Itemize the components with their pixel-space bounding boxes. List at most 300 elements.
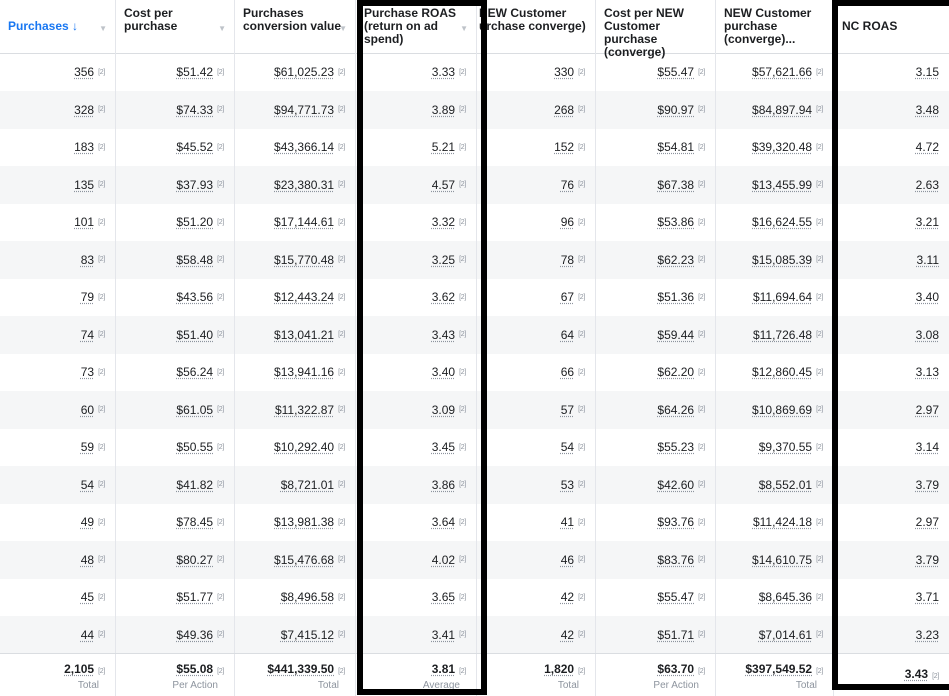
reference-marker: [2] (217, 631, 224, 638)
cell-value[interactable]: $74.33 (176, 102, 214, 117)
cell-value[interactable]: 3.45 (431, 440, 456, 454)
reference-marker: [2] (338, 68, 345, 76)
cell-value[interactable]: 101 (74, 215, 95, 229)
cell-value[interactable]: $14,610.75 (752, 552, 813, 567)
total-cell (596, 654, 716, 696)
reference-marker: [2] (698, 293, 705, 301)
total-value[interactable]: 3.43 (904, 667, 929, 681)
table-cell (596, 616, 716, 654)
cell-value[interactable]: $13,941.16 (274, 365, 335, 379)
cell-value[interactable]: $7,415.12 (280, 627, 335, 642)
total-label: Per Action (653, 679, 699, 691)
cell-value[interactable]: 42 (560, 590, 575, 604)
cell-value[interactable]: $41.82 (176, 477, 214, 492)
cell-value[interactable]: $13,981.38 (274, 515, 335, 529)
reference-marker: [2] (98, 667, 105, 675)
cell-value[interactable]: 3.40 (431, 365, 456, 379)
table-cell (235, 391, 356, 429)
reference-marker: [2] (698, 556, 705, 563)
cell-value[interactable]: 135 (74, 177, 95, 192)
reference-marker: [2] (459, 293, 466, 301)
cell-value[interactable]: $13,041.21 (274, 327, 335, 342)
cell-value[interactable]: $49.36 (176, 627, 214, 642)
cell-value[interactable]: $15,770.48 (274, 252, 335, 267)
table-cell (356, 203, 477, 241)
total-cell (0, 654, 116, 696)
table-cell (0, 128, 116, 166)
cell-value[interactable]: 3.71 (915, 590, 939, 604)
cell-value[interactable]: 152 (554, 140, 575, 154)
table-cell (0, 166, 116, 204)
table-cell (116, 428, 235, 466)
cell-value[interactable]: $55.47 (657, 590, 695, 604)
table-cell (477, 428, 596, 466)
reference-marker: [2] (578, 331, 585, 338)
reference-marker: [2] (459, 481, 466, 488)
reference-marker: [2] (217, 406, 224, 413)
cell-value[interactable]: 4.57 (431, 177, 456, 192)
cell-value[interactable]: $80.27 (176, 552, 214, 567)
table-cell (716, 128, 834, 166)
cell-value[interactable]: $61,025.23 (274, 65, 335, 79)
reference-marker: [2] (98, 481, 105, 488)
table-cell (235, 466, 356, 504)
table-cell (116, 128, 235, 166)
cell-value[interactable]: $67.38 (657, 177, 695, 192)
reference-marker: [2] (217, 518, 224, 526)
cell-value[interactable]: 3.86 (431, 477, 456, 492)
reference-marker: [2] (698, 443, 705, 451)
cell-value[interactable]: $59.44 (657, 327, 695, 342)
total-value[interactable]: 1,820 (544, 661, 575, 676)
cell-value[interactable]: $17,144.61 (274, 215, 335, 229)
reference-marker: [2] (578, 518, 585, 526)
cell-value[interactable]: 54 (560, 440, 575, 454)
reference-marker: [2] (459, 406, 466, 413)
cell-value[interactable]: $11,694.64 (752, 290, 813, 304)
reference-marker: [2] (217, 143, 224, 151)
reference-marker: [2] (217, 593, 224, 601)
cell-value[interactable]: 44 (80, 627, 95, 642)
reference-marker: [2] (98, 68, 105, 76)
table-cell (235, 53, 356, 91)
table-row (0, 353, 949, 391)
reference-marker: [2] (578, 481, 585, 488)
reference-marker: [2] (816, 218, 823, 226)
cell-value[interactable]: $11,322.87 (274, 402, 335, 417)
reference-marker: [2] (698, 593, 705, 601)
column-header-purchases-conversion-value[interactable] (235, 0, 356, 53)
table-cell (716, 466, 834, 504)
total-value[interactable]: $397,549.52 (745, 661, 813, 676)
reference-marker: [2] (338, 406, 345, 413)
reference-marker: [2] (578, 556, 585, 563)
cell-value[interactable]: $94,771.73 (274, 102, 335, 117)
total-value[interactable]: $441,339.50 (267, 661, 335, 676)
table-cell (0, 353, 116, 391)
cell-value[interactable]: $16,624.55 (752, 215, 813, 229)
reference-marker: [2] (816, 593, 823, 601)
table-cell (356, 241, 477, 279)
table-cell (116, 53, 235, 91)
cell-value[interactable]: $7,014.61 (758, 627, 813, 642)
reference-marker: [2] (217, 293, 224, 301)
cell-value[interactable]: 73 (80, 365, 95, 379)
cell-value[interactable]: 3.08 (915, 327, 939, 342)
table-cell (235, 278, 356, 316)
table-cell (116, 316, 235, 354)
table-cell (834, 466, 949, 504)
reference-marker: [2] (338, 593, 345, 601)
cell-value[interactable]: 3.62 (431, 290, 456, 304)
reference-marker: [2] (578, 68, 585, 76)
table-cell (596, 503, 716, 541)
reference-marker: [2] (816, 518, 823, 526)
table-cell (235, 353, 356, 391)
reference-marker: [2] (217, 667, 224, 675)
table-row (0, 278, 949, 316)
reference-marker: [2] (578, 293, 585, 301)
reference-marker: [2] (98, 406, 105, 413)
cell-value[interactable]: 74 (80, 327, 95, 342)
table-row (0, 166, 949, 204)
table-cell (477, 541, 596, 579)
cell-value[interactable]: $53.86 (657, 215, 695, 229)
table-cell (235, 128, 356, 166)
cell-value[interactable]: $42.60 (657, 477, 695, 492)
cell-value[interactable]: 54 (80, 477, 95, 492)
cell-value[interactable]: 45 (80, 590, 95, 604)
cell-value[interactable]: 3.21 (915, 215, 939, 229)
table-cell (834, 391, 949, 429)
table-cell (596, 278, 716, 316)
cell-value[interactable]: $23,380.31 (274, 177, 335, 192)
cell-value[interactable]: $78.45 (176, 515, 214, 529)
table-cell (834, 203, 949, 241)
table-cell (116, 616, 235, 654)
reference-marker: [2] (932, 673, 939, 680)
table-cell (356, 578, 477, 616)
reference-marker: [2] (459, 368, 466, 376)
cell-value[interactable]: $12,443.24 (274, 290, 335, 304)
reference-marker: [2] (816, 68, 823, 76)
total-value[interactable]: $63.70 (657, 661, 695, 676)
cell-value[interactable]: $93.76 (657, 515, 695, 529)
cell-value[interactable]: 5.21 (431, 140, 456, 154)
column-header-new-customer-purchase-value[interactable] (716, 0, 834, 53)
total-value[interactable]: $55.08 (176, 661, 214, 676)
column-header-new-customer-purchase[interactable] (477, 0, 596, 53)
cell-value[interactable]: 268 (554, 102, 575, 117)
reference-marker: [2] (698, 218, 705, 226)
cell-value[interactable]: $11,424.18 (752, 515, 813, 529)
total-cell (477, 654, 596, 696)
cell-value[interactable]: $51.77 (176, 590, 214, 604)
column-header-label: NEW Customer purchase (converge)... (724, 6, 812, 46)
table-cell (116, 541, 235, 579)
cell-value[interactable]: 60 (80, 402, 95, 417)
cell-value[interactable]: 41 (560, 515, 575, 529)
total-value[interactable]: 2,105 (64, 661, 95, 676)
reference-marker: [2] (338, 481, 345, 488)
reference-marker: [2] (98, 593, 105, 601)
total-label: Total (557, 679, 579, 691)
reference-marker: [2] (459, 331, 466, 338)
table-cell (235, 541, 356, 579)
cell-value[interactable]: 53 (560, 477, 575, 492)
cell-value[interactable]: $84,897.94 (752, 102, 813, 117)
table-cell (477, 203, 596, 241)
cell-value[interactable]: 2.97 (915, 515, 939, 529)
cell-value[interactable]: 3.32 (431, 215, 456, 229)
column-header-purchase-roas[interactable] (356, 0, 477, 53)
cell-value[interactable]: $51.42 (176, 65, 214, 79)
total-value[interactable]: 3.81 (431, 661, 456, 676)
reference-marker: [2] (816, 331, 823, 338)
cell-value[interactable]: $51.36 (657, 290, 695, 304)
table-cell (0, 578, 116, 616)
table-cell (477, 503, 596, 541)
table-cell (834, 278, 949, 316)
table-cell (596, 391, 716, 429)
table-cell (716, 578, 834, 616)
reference-marker: [2] (217, 481, 224, 488)
reference-marker: [2] (459, 556, 466, 563)
cell-value[interactable]: 4.02 (431, 552, 456, 567)
table-cell (596, 91, 716, 129)
table-cell (477, 316, 596, 354)
cell-value[interactable]: 48 (80, 552, 95, 567)
table-cell (834, 503, 949, 541)
cell-value[interactable]: $56.24 (176, 365, 214, 379)
reference-marker: [2] (816, 443, 823, 451)
cell-value[interactable]: $62.23 (657, 252, 695, 267)
cell-value[interactable]: $10,292.40 (274, 440, 335, 454)
cell-value[interactable]: 3.40 (915, 290, 939, 304)
cell-value[interactable]: 4.72 (915, 140, 939, 154)
table-row (0, 241, 949, 279)
reference-marker: [2] (816, 481, 823, 488)
cell-value[interactable]: 3.23 (915, 627, 939, 642)
sort-caret-icon[interactable]: ▼ (99, 24, 107, 33)
table-cell (356, 91, 477, 129)
reference-marker: [2] (816, 556, 823, 563)
total-label: Total (317, 679, 339, 691)
table-cell (596, 428, 716, 466)
table-cell (477, 128, 596, 166)
table-row (0, 541, 949, 579)
table-cell (596, 541, 716, 579)
cell-value[interactable]: $50.55 (176, 440, 214, 454)
column-header-cost-per-purchase[interactable] (116, 0, 235, 53)
cell-value[interactable]: $55.47 (657, 65, 695, 79)
cell-value[interactable]: 46 (560, 552, 575, 567)
cell-value[interactable]: 3.41 (431, 627, 456, 642)
column-header-label: Purchases conversion value (243, 6, 342, 33)
total-label: Total (795, 679, 817, 691)
reference-marker: [2] (459, 518, 466, 526)
column-header-label: Purchase ROAS (return on ad spend) (364, 6, 457, 46)
sort-caret-icon[interactable]: ▼ (218, 24, 226, 33)
cell-value[interactable]: 3.79 (915, 477, 939, 492)
reference-marker: [2] (98, 293, 105, 301)
table-cell (356, 53, 477, 91)
cell-value[interactable]: $43.56 (176, 290, 214, 304)
table-cell (834, 616, 949, 654)
reference-marker: [2] (338, 293, 345, 301)
cell-value[interactable]: $8,496.58 (280, 590, 335, 604)
column-header-label: Purchases ↓ (8, 19, 79, 33)
sort-caret-icon[interactable]: ▼ (460, 24, 468, 33)
table-row (0, 616, 949, 654)
table-cell (116, 203, 235, 241)
reference-marker: [2] (698, 256, 705, 263)
cell-value[interactable]: 57 (560, 402, 575, 417)
column-header-nc-roas[interactable] (834, 0, 949, 53)
cell-value[interactable]: 96 (560, 215, 575, 229)
cell-value[interactable]: 49 (80, 515, 95, 529)
table-cell (834, 578, 949, 616)
table-cell (0, 616, 116, 654)
cell-value[interactable]: 3.13 (915, 365, 939, 379)
cell-value[interactable]: $64.26 (657, 402, 695, 417)
cell-value[interactable]: 78 (560, 252, 575, 267)
cell-value[interactable]: 330 (554, 65, 575, 79)
column-header-label: NC ROAS (842, 19, 898, 33)
table-cell (116, 91, 235, 129)
cell-value[interactable]: 42 (560, 627, 575, 642)
cell-value[interactable]: 3.79 (915, 552, 939, 567)
table-cell (834, 428, 949, 466)
table-row (0, 203, 949, 241)
reference-marker: [2] (338, 556, 345, 563)
cell-value[interactable]: 3.89 (431, 102, 456, 117)
cell-value[interactable]: $8,552.01 (758, 477, 813, 492)
reference-marker: [2] (578, 593, 585, 601)
table-cell (116, 241, 235, 279)
cell-value[interactable]: $8,721.01 (280, 477, 335, 492)
table-cell (356, 428, 477, 466)
cell-value[interactable]: $51.40 (176, 327, 214, 342)
cell-value[interactable]: $9,370.55 (758, 440, 813, 454)
table-cell (716, 616, 834, 654)
cell-value[interactable]: 3.09 (431, 402, 456, 417)
cell-value[interactable]: $54.81 (657, 140, 695, 154)
cell-value[interactable]: $58.48 (176, 252, 214, 267)
reference-marker: [2] (338, 331, 345, 338)
column-header-cost-per-new-customer-purchase[interactable] (596, 0, 716, 59)
table-cell (834, 166, 949, 204)
cell-value[interactable]: $15,085.39 (752, 252, 813, 267)
table-header-row (0, 0, 949, 59)
cell-value[interactable]: 64 (560, 327, 575, 342)
total-cell (356, 654, 477, 696)
reference-marker: [2] (217, 68, 224, 76)
column-header-purchases[interactable] (0, 0, 116, 53)
cell-value[interactable]: $45.52 (176, 140, 214, 154)
table-cell (235, 578, 356, 616)
cell-value[interactable]: $51.20 (176, 215, 214, 229)
cell-value[interactable]: $12,860.45 (752, 365, 813, 379)
table-cell (116, 353, 235, 391)
cell-value[interactable]: $15,476.68 (274, 552, 335, 567)
reference-marker: [2] (578, 667, 585, 675)
cell-value[interactable]: 3.14 (915, 440, 939, 454)
cell-value[interactable]: $61.05 (176, 402, 214, 417)
reference-marker: [2] (217, 256, 224, 263)
reference-marker: [2] (698, 631, 705, 638)
cell-value[interactable]: 3.11 (916, 252, 939, 267)
cell-value[interactable]: 2.97 (915, 402, 939, 417)
cell-value[interactable]: 67 (560, 290, 575, 304)
cell-value[interactable]: 183 (74, 140, 95, 154)
reference-marker: [2] (217, 556, 224, 563)
cell-value[interactable]: 83 (80, 252, 95, 267)
table-cell (477, 391, 596, 429)
reference-marker: [2] (459, 667, 466, 675)
table-row (0, 428, 949, 466)
reference-marker: [2] (98, 256, 105, 263)
cell-value[interactable]: 3.33 (431, 65, 456, 79)
cell-value[interactable]: $39,320.48 (752, 140, 813, 154)
table-cell (716, 166, 834, 204)
cell-value[interactable]: 2.63 (915, 177, 939, 192)
cell-value[interactable]: 3.15 (915, 65, 939, 79)
table-cell (834, 128, 949, 166)
cell-value[interactable]: $11,726.48 (752, 327, 813, 342)
table-cell (834, 53, 949, 91)
table-cell (716, 278, 834, 316)
cell-value[interactable]: 79 (80, 290, 95, 304)
cell-value[interactable]: $83.76 (657, 552, 695, 567)
table-cell (235, 428, 356, 466)
table-cell (477, 616, 596, 654)
cell-value[interactable]: 3.25 (431, 252, 456, 267)
reference-marker: [2] (98, 181, 105, 188)
cell-value[interactable]: $13,455.99 (752, 177, 813, 192)
sort-caret-icon[interactable]: ▼ (339, 24, 347, 33)
cell-value[interactable]: $37.93 (176, 177, 214, 192)
cell-value[interactable]: 356 (74, 65, 95, 79)
cell-value[interactable]: $90.97 (657, 102, 695, 117)
cell-value[interactable]: 3.48 (915, 102, 939, 117)
cell-value[interactable]: 328 (74, 102, 95, 117)
cell-value[interactable]: $55.23 (657, 440, 695, 454)
reference-marker: [2] (459, 68, 466, 76)
cell-value[interactable]: $57,621.66 (752, 65, 813, 79)
cell-value[interactable]: 59 (80, 440, 95, 454)
cell-value[interactable]: $43,366.14 (274, 140, 335, 154)
table-row (0, 53, 949, 91)
cell-value[interactable]: 3.43 (431, 327, 456, 342)
reference-marker: [2] (698, 368, 705, 376)
reference-marker: [2] (217, 368, 224, 376)
cell-value[interactable]: $51.71 (657, 627, 695, 642)
cell-value[interactable]: 76 (560, 177, 575, 192)
cell-value[interactable]: $62.20 (657, 365, 695, 379)
table-cell (477, 91, 596, 129)
cell-value[interactable]: $10,869.69 (752, 402, 813, 417)
cell-value[interactable]: $8,645.36 (758, 590, 813, 604)
table-cell (716, 353, 834, 391)
reference-marker: [2] (816, 368, 823, 376)
reference-marker: [2] (217, 443, 224, 451)
cell-value[interactable]: 66 (560, 365, 575, 379)
cell-value[interactable]: 3.64 (431, 515, 456, 529)
table-cell (0, 316, 116, 354)
cell-value[interactable]: 3.65 (431, 590, 456, 604)
reference-marker: [2] (217, 106, 224, 113)
